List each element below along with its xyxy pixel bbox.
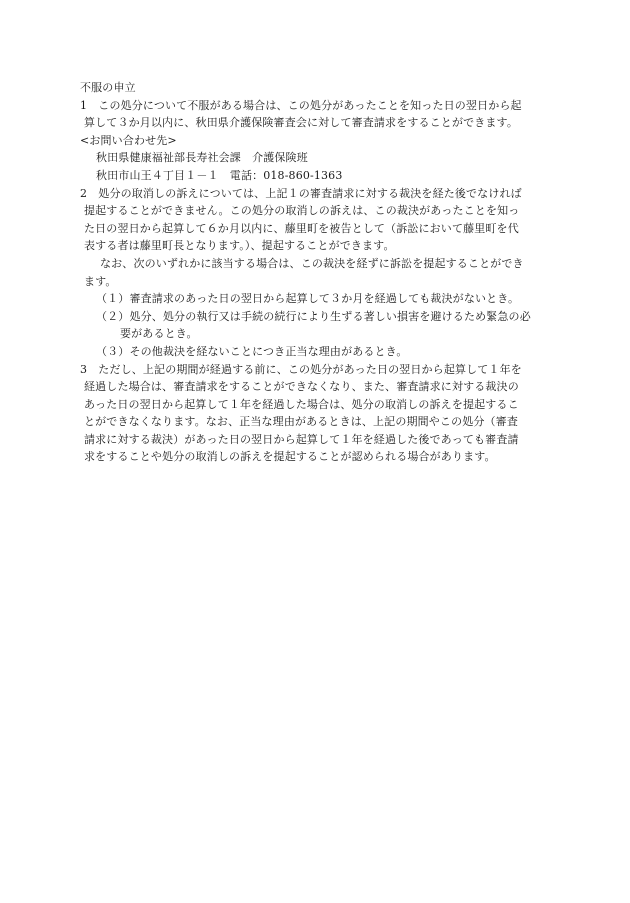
contact-label: <お問い合わせ先> <box>80 133 177 147</box>
item3-line5: 請求に対する裁決）があった日の翌日から起算して１年を経過した後であっても審査請 <box>84 432 519 446</box>
item2-line2: 提起することができません。この処分の取消しの訴えは、この裁決があったことを知っ <box>84 204 520 218</box>
item1-line2: 算して３か月以内に、秋田県介護保険審査会に対して審査請求をすることができます。 <box>84 116 518 130</box>
item2-sub2-line1: （２）処分、処分の執行又は手続の続行により生ずる著しい損害を避けるため緊急の必 <box>96 309 531 323</box>
contact-office: 秋田県健康福祉部長寿社会課 介護保険班 <box>96 151 308 165</box>
section-heading: 不服の申立 <box>80 81 136 94</box>
item2-line3: た日の翌日から起算して６か月以内に、藤里町を被告として（訴訟において藤里町を代 <box>84 221 519 235</box>
item3-line2: 経過した場合は、審査請求をすることができなくなり、また、審査請求に対する裁決の <box>84 380 519 394</box>
item3-line1: 3 ただし、上記の期間が経過する前に、この処分があった日の翌日から起算して１年を <box>80 362 522 376</box>
item2-line5: なお、次のいずれかに該当する場合は、この裁決を経ずに訴訟を提起することができ <box>100 256 524 270</box>
item2-sub3: （３）その他裁決を経ないことにつき正当な理由があるとき。 <box>96 344 408 358</box>
item1-line1: 1 この処分について不服がある場合は、この処分があったことを知った日の翌日から起 <box>80 98 522 112</box>
item2-sub1: （１）審査請求のあった日の翌日から起算して３か月を経過しても裁決がないとき。 <box>96 292 520 306</box>
contact-address: 秋田市山王４丁目１－１ 電話：018-860-1363 <box>96 168 343 182</box>
item2-line6: ます。 <box>84 274 117 288</box>
item2-sub2-line2: 要があるとき。 <box>120 327 198 341</box>
objection-notice <box>80 79 550 466</box>
item3-line6: 求をすることや処分の取消しの訴えを提起することが認められる場合があります。 <box>84 450 496 464</box>
item2-line1: 2 処分の取消しの訴えについては、上記１の審査請求に対する裁決を経た後でなければ <box>80 186 522 200</box>
item3-line3: あった日の翌日から起算して１年を経過した場合は、処分の取消しの訴えを提起するこ <box>84 397 519 411</box>
item3-line4: とができなくなります。なお、正当な理由があるときは、上記の期間やこの処分（審査 <box>84 415 518 429</box>
item2-line4: 表する者は藤里町長となります。）、提起することができます。 <box>84 239 395 253</box>
